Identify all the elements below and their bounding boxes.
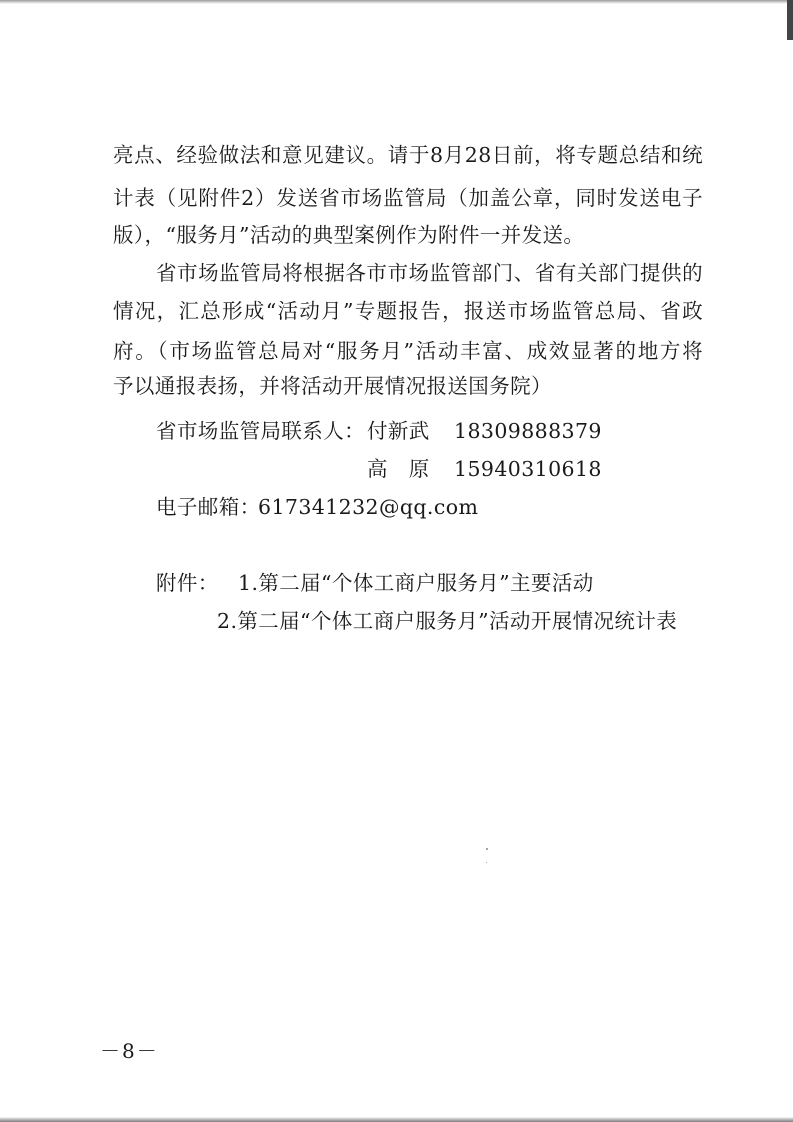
scan-speck [486,848,488,850]
paragraph-2-line-1: 省市场监管局将根据各市市场监管部门、省有关部门提供的 [156,261,703,285]
paragraph-1-line-1: 亮点、经验做法和意见建议。请于8月28日前，将专题总结和统 [113,143,703,167]
paragraph-2-line-3: 府。（市场监管总局对“服务月”活动丰富、成效显著的地方将 [113,339,703,363]
paragraph-2-line-4: 予以通报表扬，并将活动开展情况报送国务院） [113,374,552,398]
contact-name-2: 高 原 [367,457,430,481]
scan-speck [486,862,487,863]
contact-label: 省市场监管局联系人： [156,419,365,443]
email-value: 617341232@qq.com [258,495,479,519]
scan-edge-right [787,0,793,40]
attachments-label: 附件： [156,571,219,595]
attachment-item-1: 1.第二届“个体工商户服务月”主要活动 [238,571,594,595]
paragraph-1-line-2: 计表（见附件2）发送省市场监管局（加盖公章，同时发送电子 [113,186,703,210]
scan-edge-bottom [0,1117,793,1122]
attachment-item-2: 2.第二届“个体工商户服务月”活动开展情况统计表 [217,609,678,633]
scan-edge-top [0,0,793,4]
paragraph-1-line-3: 版），“服务月”活动的典型案例作为附件一并发送。 [113,223,585,247]
contact-name-1: 付新武 [367,419,430,443]
page-number: －8－ [100,1039,159,1063]
paragraph-2-line-2: 情况，汇总形成“活动月”专题报告，报送市场监管总局、省政 [113,299,703,323]
contact-phone-2: 15940310618 [454,457,602,481]
contact-phone-1: 18309888379 [454,419,602,443]
email-label: 电子邮箱： [156,495,261,519]
